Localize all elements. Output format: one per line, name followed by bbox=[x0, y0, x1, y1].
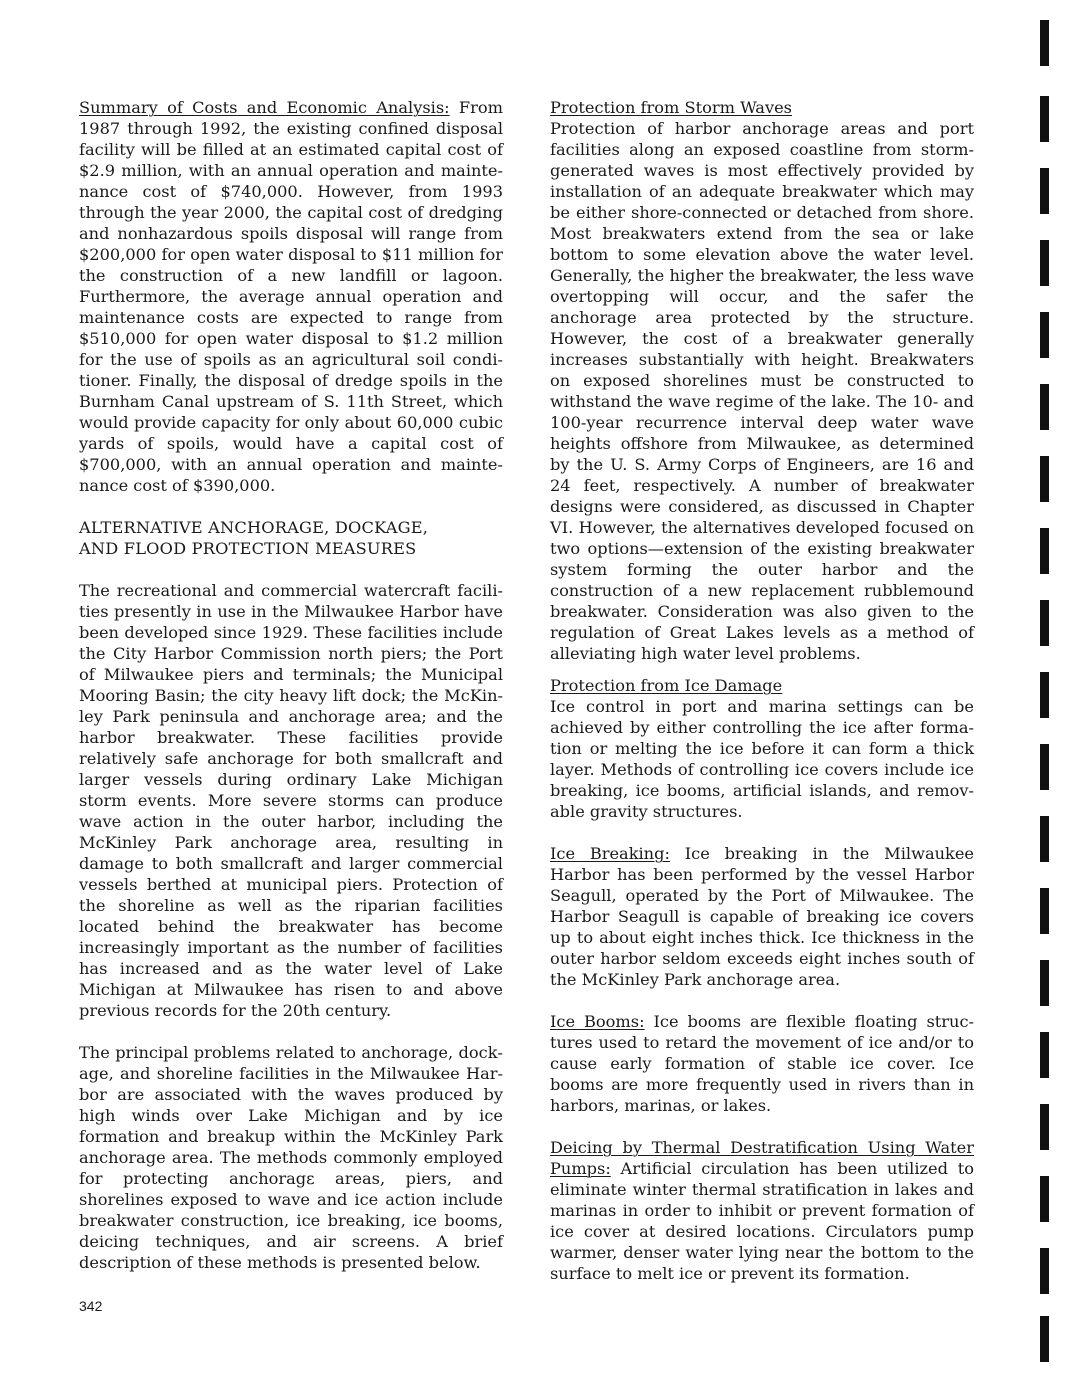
ice-breaking-text: Ice breaking in the Milwaukee Harbor has been performed by the vessel Harbor Seagull, operated by the Port of Milwaukee. The Harbor Seagull is capable of breaking ice covers up to about eight inches thick. Ice thickness in the outer harbor seldom exceeds eight inches south of the McKinley Park anchorage area. bbox=[550, 844, 974, 989]
deicing-heading: Deicing by Thermal Destratification Using Water Pumps: bbox=[550, 1138, 974, 1178]
scan-edge-mark bbox=[1040, 240, 1049, 286]
storm-text: Protection of harbor anchorage areas and port facilities along an exposed coastline from storm-generated waves is most effectively provided by installation of an adequate breakwater which may be either shore-connected or detached from shore. Most breakwaters extend from the sea or lake bottom to some elevation above the water level. Generally, the higher the breakwater, the less wave overtopping will occur, and the safer the anchorage area protected by the structure. However, the cost of a breakwater generally increases substantially with height. Breakwaters on exposed shorelines must be constructed to withstand the wave regime of the lake. The 10- and 100-year recurrence interval deep water wave heights offshore from Milwaukee, as determined by the U. S. Army Corps of Engineers, are 16 and 24 feet, respectively. A number of breakwater designs were considered, as discussed in Chapter VI. However, the alternatives developed focused on two options—extension of the existing breakwater system forming the outer harbor and the construction of a new replacement rubblemound breakwater. Consideration was also given to the regulation of Great Lakes levels as a method of alleviating high water level problems. bbox=[550, 119, 974, 663]
summary-paragraph bbox=[79, 97, 503, 496]
left-column bbox=[79, 97, 503, 1273]
storm-heading: Protection from Storm Waves bbox=[550, 98, 792, 117]
scan-edge-mark bbox=[1040, 1104, 1049, 1150]
scan-edge-mark bbox=[1040, 672, 1049, 718]
scan-edge-mark bbox=[1040, 744, 1049, 790]
ice-heading: Protection from Ice Damage bbox=[550, 676, 783, 695]
scan-edge-mark bbox=[1040, 528, 1049, 574]
scan-edge-mark bbox=[1040, 456, 1049, 502]
ice-booms-text: Ice booms are flexible floating structures used to retard the movement of ice and/or to cause early formation of stable ice cover. Ice booms are more frequently used in rivers than in harbors, marinas, or lakes. bbox=[550, 1012, 974, 1115]
scan-edge-mark bbox=[1040, 1248, 1049, 1294]
problems-paragraph: The principal problems related to anchorage, dockage, and shoreline facilities in the Milwaukee Harbor are associated with the waves produced by high winds over Lake Michigan and by ice formation and breakup within the McKinley Park anchorage area. The methods commonly employed for protecting anchoragε areas, piers, and shorelines exposed to wave and ice action include breakwater construction, ice breaking, ice booms, deicing techniques, and air screens. A brief description of these methods is presented below. bbox=[79, 1043, 503, 1272]
ice-breaking-paragraph bbox=[550, 843, 974, 990]
scan-edge-mark bbox=[1040, 96, 1049, 142]
ice-booms-paragraph bbox=[550, 1011, 974, 1116]
storm-section bbox=[550, 97, 974, 664]
summary-heading: Summary of Costs and Economic Analysis: bbox=[79, 98, 450, 117]
right-column bbox=[550, 97, 974, 1284]
deicing-text: Artificial circulation has been utilized to eliminate winter thermal stratification in lakes and marinas in order to inhibit or prevent formation of ice cover at desired locations. Circulators pump warmer, denser water lying near the bottom to the surface to melt ice or prevent its formation. bbox=[550, 1159, 974, 1283]
section-heading-line1: ALTERNATIVE ANCHORAGE, DOCKAGE, bbox=[79, 518, 429, 537]
scan-edge-mark bbox=[1040, 960, 1049, 1006]
scan-edge-mark bbox=[1040, 1032, 1049, 1078]
scan-edge-mark bbox=[1040, 1176, 1049, 1222]
ice-breaking-heading: Ice Breaking: bbox=[550, 844, 670, 863]
scan-edge-mark bbox=[1040, 600, 1049, 646]
ice-section bbox=[550, 675, 974, 822]
scan-edge-mark bbox=[1040, 888, 1049, 934]
scan-edge-mark bbox=[1040, 312, 1049, 358]
scan-edge-mark bbox=[1040, 168, 1049, 214]
scan-edge-mark bbox=[1040, 384, 1049, 430]
scan-edge-mark bbox=[1040, 1316, 1049, 1362]
facilities-paragraph: The recreational and commercial watercraft facilities presently in use in the Milwaukee Harbor have been developed since 1929. These facilities include the City Harbor Commission north piers; the Port of Milwaukee piers and terminals; the Municipal Mooring Basin; the city heavy lift dock; the McKinley Park peninsula and anchorage area; and the harbor breakwater. These facilities provide relatively safe anchorage for both smallcraft and larger vessels during ordinary Lake Michigan storm events. More severe storms can produce wave action in the outer harbor, including the McKinley Park anchorage area, resulting in damage to both smallcraft and larger commercial vessels berthed at municipal piers. Protection of the shoreline as well as the riparian facilities located behind the breakwater has become increasingly important as the number of facilities has increased and as the water level of Lake Michigan at Milwaukee has risen to and above previous records for the 20th century. bbox=[79, 581, 503, 1020]
scan-edge-mark bbox=[1040, 816, 1049, 862]
ice-text: Ice control in port and marina settings can be achieved by either controlling the ice after formation or melting the ice before it can form a thick layer. Methods of controlling ice covers include ice breaking, ice booms, artificial islands, and removable gravity structures. bbox=[550, 697, 974, 821]
section-heading-line2: AND FLOOD PROTECTION MEASURES bbox=[79, 539, 417, 558]
section-heading bbox=[79, 517, 503, 559]
ice-booms-heading: Ice Booms: bbox=[550, 1012, 645, 1031]
scan-edge-mark bbox=[1040, 20, 1049, 66]
summary-text: From 1987 through 1992, the existing confined disposal facility will be filled at an estimated capital cost of $2.9 million, with an annual operation and maintenance cost of $740,000. However, from 1993 through the year 2000, the capital cost of dredging and nonhazardous spoils disposal will range from $200,000 for open water disposal to $11 million for the construction of a new landfill or lagoon. Furthermore, the average annual operation and maintenance costs are expected to range from $510,000 for open water disposal to $1.2 million for the use of spoils as an agricultural soil conditioner. Finally, the disposal of dredge spoils in the Burnham Canal upstream of S. 11th Street, which would provide capacity for only about 60,000 cubic yards of spoils, would have a capital cost of $700,000, with an annual operation and maintenance cost of $390,000. bbox=[79, 98, 503, 495]
page-number: 342 bbox=[79, 1298, 103, 1314]
deicing-paragraph bbox=[550, 1137, 974, 1284]
